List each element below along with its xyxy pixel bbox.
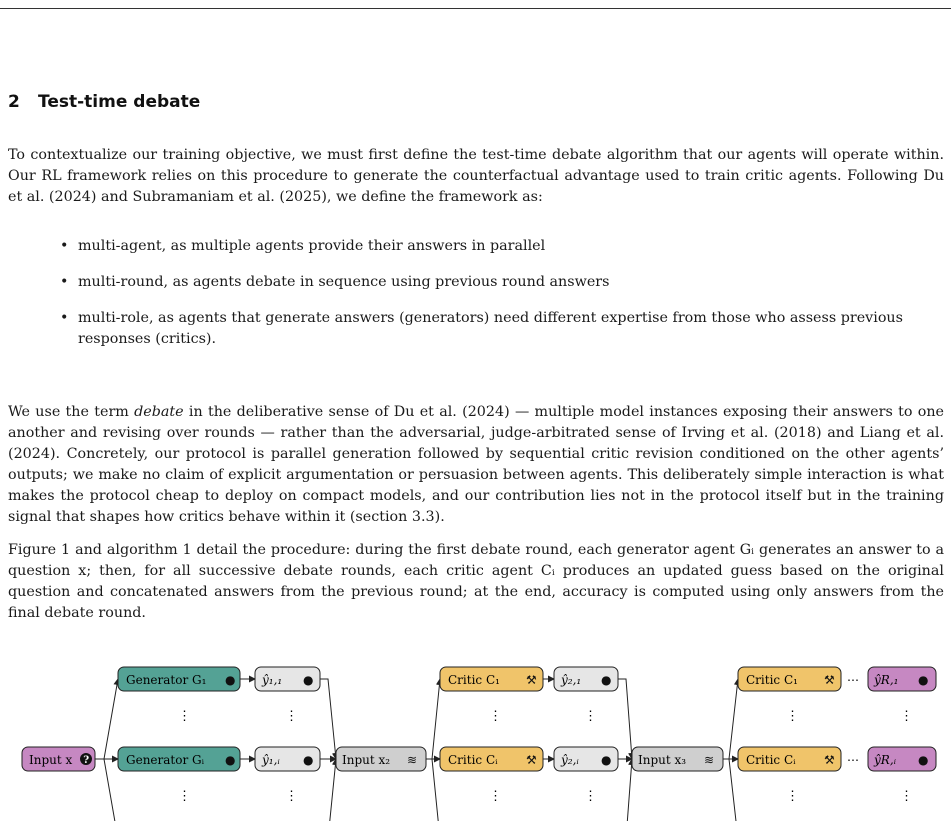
list-item: • multi-round, as agents debate in sequence using previous round answers (8, 272, 944, 293)
ellipsis: ⋯ (847, 753, 859, 767)
answer-node (554, 747, 618, 771)
svg-text:ŷR,ᵢ: ŷR,ᵢ (874, 753, 897, 767)
svg-text:Input x₂: Input x₂ (342, 753, 391, 767)
svg-text:Critic C₁: Critic C₁ (746, 673, 798, 687)
input-x3-node (632, 747, 723, 771)
bullet-icon: • (60, 274, 69, 290)
section-number: 2 (8, 92, 20, 112)
vdots: ⋮ (489, 789, 502, 804)
speech-bubble-icon: ● (918, 673, 929, 687)
speech-bubble-icon: ● (303, 673, 314, 687)
lightbulb-icon: ● (225, 673, 236, 687)
svg-text:Generator G₁: Generator G₁ (126, 673, 207, 687)
svg-text:ŷR,₁: ŷR,₁ (874, 673, 899, 687)
gavel-icon: ⚒ (526, 673, 537, 687)
input-x-node (22, 747, 95, 771)
section-title: Test-time debate (38, 92, 201, 112)
vdots: ⋮ (584, 789, 597, 804)
input-x2-node (336, 747, 426, 771)
gavel-icon: ⚒ (824, 753, 835, 767)
svg-text:ŷ₂,ᵢ: ŷ₂,ᵢ (561, 753, 579, 767)
svg-text:ŷ₂,₁: ŷ₂,₁ (561, 673, 582, 687)
svg-text:Input x₃: Input x₃ (638, 753, 687, 767)
vdots: ⋮ (178, 789, 191, 804)
svg-text:Critic C₁: Critic C₁ (448, 673, 500, 687)
answer-node (554, 667, 618, 691)
top-rule (0, 8, 951, 9)
gavel-icon: ⚒ (526, 753, 537, 767)
procedure-paragraph: Figure 1 and algorithm 1 detail the procedure: during the first debate round, each generator agent Gᵢ generates an answer to a question x; then, for all successive debate rounds, each critic agent Cᵢ produces an updated guess based on the original question and concatenated answers from the previous round; at the end, accuracy is computed using only answers from the final debate round. (8, 542, 944, 621)
speech-bubble-icon: ● (918, 753, 929, 767)
generator-node (118, 667, 240, 691)
generator-node (118, 747, 240, 771)
final-answer-node (868, 747, 936, 771)
vdots: ⋮ (489, 709, 502, 724)
ellipsis: ⋯ (847, 673, 859, 687)
vdots: ⋮ (285, 789, 298, 804)
speech-bubble-icon: ● (601, 753, 612, 767)
debate-term: debate (134, 404, 184, 420)
final-answer-node (868, 667, 936, 691)
critic-node (738, 747, 841, 771)
bullet-icon: • (60, 310, 69, 326)
framework-list (8, 236, 944, 365)
svg-text:ŷ₁,₁: ŷ₁,₁ (262, 673, 283, 687)
critic-node (440, 747, 543, 771)
layers-icon: ≋ (704, 753, 715, 767)
svg-text:Generator Gᵢ: Generator Gᵢ (126, 753, 205, 767)
critic-node (738, 667, 841, 691)
svg-text:Input x: Input x (29, 753, 73, 767)
vdots: ⋮ (285, 709, 298, 724)
vdots: ⋮ (178, 709, 191, 724)
lightbulb-icon: ● (225, 753, 236, 767)
section-heading (8, 92, 200, 112)
list-item: • multi-role, as agents that generate answers (generators) need different expertise from those who assess previous responses (critics). (60, 310, 903, 347)
vdots: ⋮ (900, 709, 913, 724)
vdots: ⋮ (786, 789, 799, 804)
svg-text:?: ? (83, 755, 90, 766)
svg-text:ŷ₁,ᵢ: ŷ₁,ᵢ (262, 753, 280, 767)
debate-definition-paragraph: We use the term debate in the deliberative sense of Du et al. (2024) — multiple model instances exposing their answers to one another and revising over rounds — rather than the adversarial, judge-arbitrated sense of Irving et al. (2018) and Liang et al. (2024). Concretely, our protocol is parallel generation followed by sequential critic revision conditioned on the other agents’ outputs; we make no claim of explicit argumentation or persuasion between agents. This deliberately simple interaction is what makes the protocol cheap to deploy on compact models, and our contribution lies not in the protocol itself but in the training signal that shapes how critics behave within it (section 3.3). (8, 404, 944, 525)
list-item: • multi-agent, as multiple agents provide their answers in parallel (8, 236, 944, 257)
svg-text:Critic Cᵢ: Critic Cᵢ (746, 753, 796, 767)
debate-figure (0, 648, 951, 821)
speech-bubble-icon: ● (601, 673, 612, 687)
critic-node (440, 667, 543, 691)
vdots: ⋮ (584, 709, 597, 724)
answer-node (255, 667, 320, 691)
answer-node (255, 747, 320, 771)
bullet-icon: • (60, 238, 69, 254)
layers-icon: ≋ (407, 753, 418, 767)
vdots: ⋮ (900, 789, 913, 804)
svg-text:Critic Cᵢ: Critic Cᵢ (448, 753, 498, 767)
gavel-icon: ⚒ (824, 673, 835, 687)
vdots: ⋮ (786, 709, 799, 724)
speech-bubble-icon: ● (303, 753, 314, 767)
intro-paragraph: To contextualize our training objective, we must first define the test-time debate algorithm that our agents will operate within. Our RL framework relies on this procedure to generate the counterfactual advantage used to train critic agents. Following Du et al. (2024) and Subramaniam et al. (2025), we define the framework as: (8, 147, 944, 205)
